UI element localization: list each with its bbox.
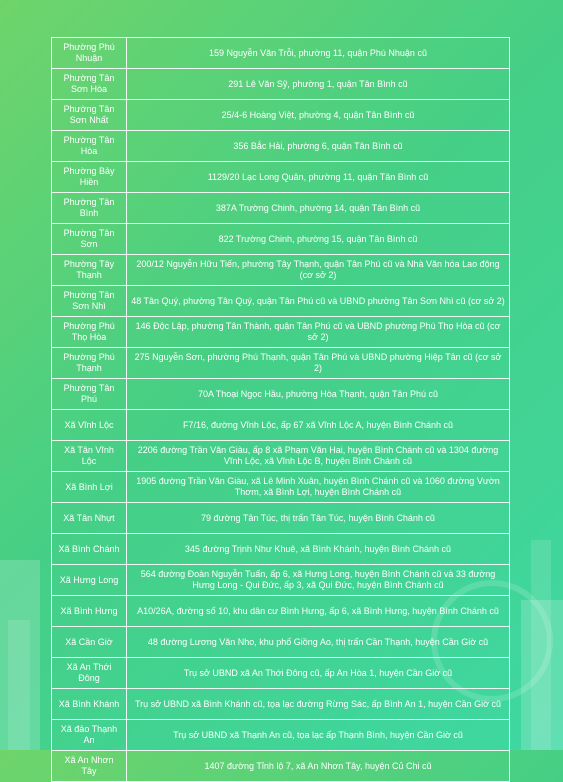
ward-name-cell: Xã Bình Chánh bbox=[52, 534, 127, 565]
address-cell: 48 đường Lương Văn Nho, khu phố Giồng Ao, thị trấn Cần Thạnh, huyện Cần Giờ cũ bbox=[127, 627, 510, 658]
address-cell: 70A Thoại Ngọc Hầu, phường Hòa Thạnh, quận Tân Phú cũ bbox=[127, 379, 510, 410]
address-cell: 159 Nguyễn Văn Trỗi, phường 11, quận Phú Nhuận cũ bbox=[127, 38, 510, 69]
address-cell: Trụ sở UBND xã An Thới Đông cũ, ấp An Hòa 1, huyện Cần Giờ cũ bbox=[127, 658, 510, 689]
address-cell: 387A Trường Chinh, phường 14, quận Tân Bình cũ bbox=[127, 193, 510, 224]
ward-name-cell: Xã Tân Vĩnh Lộc bbox=[52, 441, 127, 472]
table-row bbox=[52, 410, 510, 441]
table-row bbox=[52, 627, 510, 658]
ward-name-cell: Phường Tây Thạnh bbox=[52, 255, 127, 286]
table-row bbox=[52, 751, 510, 782]
address-cell: A10/26A, đường số 10, khu dân cư Bình Hưng, ấp 6, xã Bình Hưng, huyện Bình Chánh cũ bbox=[127, 596, 510, 627]
table-row bbox=[52, 286, 510, 317]
ward-name-cell: Phường Phú Thọ Hòa bbox=[52, 317, 127, 348]
ward-name-cell: Phường Phú Thạnh bbox=[52, 348, 127, 379]
address-cell: 822 Trường Chinh, phường 15, quận Tân Bình cũ bbox=[127, 224, 510, 255]
ward-name-cell: Xã Bình Lợi bbox=[52, 472, 127, 503]
table-row bbox=[52, 472, 510, 503]
address-cell: 1905 đường Trần Văn Giàu, xã Lê Minh Xuân, huyện Bình Chánh cũ và 1060 đường Vườn Thơm, xã Bình Lợi, huyện Bình Chánh cũ bbox=[127, 472, 510, 503]
table-row bbox=[52, 38, 510, 69]
address-cell: 345 đường Trịnh Như Khuê, xã Bình Khánh, huyện Bình Chánh cũ bbox=[127, 534, 510, 565]
table-row bbox=[52, 534, 510, 565]
ward-name-cell: Xã Tân Nhựt bbox=[52, 503, 127, 534]
address-cell: 291 Lê Văn Sỹ, phường 1, quận Tân Bình cũ bbox=[127, 69, 510, 100]
ward-name-cell: Phường Tân Sơn bbox=[52, 224, 127, 255]
address-cell: 25/4-6 Hoàng Việt, phường 4, quận Tân Bình cũ bbox=[127, 100, 510, 131]
table-row bbox=[52, 689, 510, 720]
address-cell: Trụ sở UBND xã Bình Khánh cũ, tọa lạc đường Rừng Sác, ấp Bình An 1, huyện Cần Giờ cũ bbox=[127, 689, 510, 720]
table-row bbox=[52, 193, 510, 224]
ward-name-cell: Phường Bảy Hiền bbox=[52, 162, 127, 193]
table-row bbox=[52, 348, 510, 379]
address-table bbox=[51, 37, 510, 782]
table-row bbox=[52, 379, 510, 410]
ward-name-cell: Phường Tân Hòa bbox=[52, 131, 127, 162]
ward-name-cell: Phường Phú Nhuận bbox=[52, 38, 127, 69]
address-cell: 146 Độc Lập, phường Tân Thành, quận Tân Phú cũ và UBND phường Phú Thọ Hòa cũ (cơ sở 2) bbox=[127, 317, 510, 348]
ward-name-cell: Phường Tân Bình bbox=[52, 193, 127, 224]
ward-name-cell: Xã An Thới Đông bbox=[52, 658, 127, 689]
ward-name-cell: Xã Bình Hưng bbox=[52, 596, 127, 627]
address-cell: 48 Tân Quý, phường Tân Quý, quận Tân Phú cũ và UBND phường Tân Sơn Nhì cũ (cơ sở 2) bbox=[127, 286, 510, 317]
table-row bbox=[52, 224, 510, 255]
address-cell: 200/12 Nguyễn Hữu Tiến, phường Tây Thạnh, quận Tân Phú cũ và Nhà Văn hóa Lao động (cơ sở 2) bbox=[127, 255, 510, 286]
table-row bbox=[52, 441, 510, 472]
ward-name-cell: Xã đảo Thạnh An bbox=[52, 720, 127, 751]
address-cell: Trụ sở UBND xã Thạnh An cũ, tọa lạc ấp Thạnh Bình, huyện Cần Giờ cũ bbox=[127, 720, 510, 751]
table-row bbox=[52, 100, 510, 131]
ward-name-cell: Xã An Nhơn Tây bbox=[52, 751, 127, 782]
table-row bbox=[52, 255, 510, 286]
address-cell: 1129/20 Lạc Long Quân, phường 11, quận Tân Bình cũ bbox=[127, 162, 510, 193]
table-row bbox=[52, 69, 510, 100]
address-cell: 564 đường Đoàn Nguyễn Tuấn, ấp 6, xã Hưng Long, huyện Bình Chánh cũ và 33 đường Hưng Long - Qui Đức, ấp 3, xã Qui Đức, huyện Bình Chánh cũ bbox=[127, 565, 510, 596]
background-building bbox=[8, 620, 30, 750]
address-cell: 1407 đường Tỉnh lộ 7, xã An Nhơn Tây, huyện Củ Chi cũ bbox=[127, 751, 510, 782]
ward-name-cell: Phường Tân Sơn Nhất bbox=[52, 100, 127, 131]
address-cell: 356 Bắc Hải, phường 6, quận Tân Bình cũ bbox=[127, 131, 510, 162]
ward-name-cell: Xã Hưng Long bbox=[52, 565, 127, 596]
table-row bbox=[52, 596, 510, 627]
address-table-container bbox=[51, 37, 510, 782]
address-cell: 275 Nguyễn Sơn, phường Phú Thạnh, quận Tân Phú và UBND phường Hiệp Tân cũ (cơ sở 2) bbox=[127, 348, 510, 379]
ward-name-cell: Phường Tân Sơn Nhì bbox=[52, 286, 127, 317]
ward-name-cell: Phường Tân Phú bbox=[52, 379, 127, 410]
table-row bbox=[52, 658, 510, 689]
address-cell: F7/16, đường Vĩnh Lộc, ấp 67 xã Vĩnh Lộc A, huyện Bình Chánh cũ bbox=[127, 410, 510, 441]
ward-name-cell: Xã Vĩnh Lộc bbox=[52, 410, 127, 441]
ward-name-cell: Xã Bình Khánh bbox=[52, 689, 127, 720]
address-table-body bbox=[52, 38, 510, 782]
table-row bbox=[52, 162, 510, 193]
ward-name-cell: Xã Cần Giờ bbox=[52, 627, 127, 658]
address-cell: 79 đường Tân Túc, thị trấn Tân Túc, huyện Bình Chánh cũ bbox=[127, 503, 510, 534]
table-row bbox=[52, 317, 510, 348]
table-row bbox=[52, 565, 510, 596]
table-row bbox=[52, 503, 510, 534]
table-row bbox=[52, 720, 510, 751]
table-row bbox=[52, 131, 510, 162]
ward-name-cell: Phường Tân Sơn Hòa bbox=[52, 69, 127, 100]
address-cell: 2206 đường Trần Văn Giàu, ấp 8 xã Phạm Văn Hai, huyện Bình Chánh cũ và 1304 đường Vĩnh Lộc, xã Vĩnh Lộc B, huyện Bình Chánh cũ bbox=[127, 441, 510, 472]
